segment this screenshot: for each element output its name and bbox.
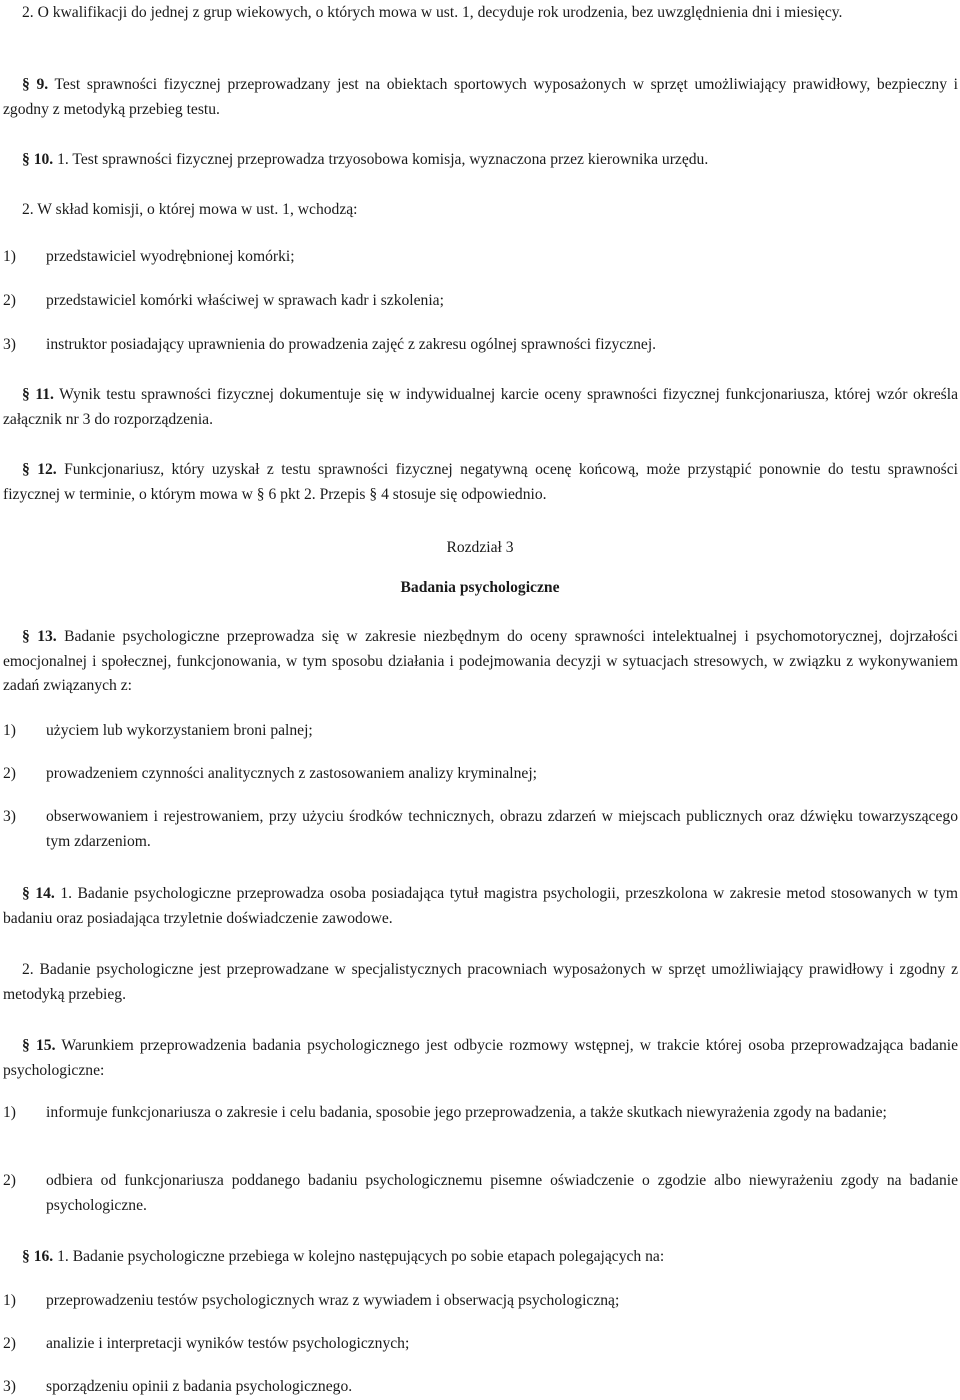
list-item: 2) analizie i interpretacji wyników testów psychologicznych;	[3, 1335, 410, 1352]
list-item: 2) przedstawiciel komórki właściwej w sprawach kadr i szkolenia;	[3, 292, 444, 309]
section-14-ust-2: 2. Badanie psychologiczne jest przeprowadzane w specjalistycznych pracowniach wyposażonych w sprzęt umożliwiający prawidłowy i zgodny z metodyką przebieg.	[3, 961, 958, 1003]
chapter-label: Rozdział 3	[446, 539, 514, 556]
list-item: 1) informuje funkcjonariusza o zakresie i celu badania, sposobie jego przeprowadzenia, a także skutkach niewyrażenia zgody na badanie;	[3, 1104, 887, 1121]
section-sign: §	[22, 1248, 30, 1265]
paragraph-ust-2: 2. O kwalifikacji do jednej z grup wiekowych, o których mowa w ust. 1, decyduje rok urodzenia, bez uwzględnienia dni i miesięcy.	[22, 4, 843, 21]
list-item: 1) użyciem lub wykorzystaniem broni palnej;	[3, 722, 313, 739]
section-9: § 9. Test sprawności fizycznej przeprowadzany jest na obiektach sportowych wyposażonych w sprzęt umożliwiający prawidłowy, bezpieczny i zgodny z metodyką przebieg testu.	[3, 76, 958, 118]
section-sign: §	[22, 151, 30, 168]
section-number: 10.	[33, 151, 54, 168]
section-number: 12.	[37, 461, 57, 478]
section-10-ust-2: 2. W skład komisji, o której mowa w ust. 1, wchodzą:	[22, 201, 358, 218]
list-item: 2) prowadzeniem czynności analitycznych z zastosowaniem analizy kryminalnej;	[3, 765, 538, 782]
list-item: 3) obserwowaniem i rejestrowaniem, przy użyciu środków technicznych, obrazu zdarzeń w miejscach publicznych oraz dźwięku towarzyszącego tym zdarzeniom.	[3, 808, 958, 850]
section-13: § 13. Badanie psychologiczne przeprowadza się w zakresie niezbędnym do oceny sprawności intelektualnej i psychomotorycznej, dojrzałości emocjonalnej i społecznej, funkcjonowania, w tym sposobu działania i podejmowania decyzji w sytuacjach stresowych, w związku z wykonywaniem zadań związanych z:	[3, 628, 958, 694]
section-sign: §	[22, 461, 30, 478]
section-14: § 14. 1. Badanie psychologiczne przeprowadza osoba posiadająca tytuł magistra psychologii, przeszkolona w zakresie metod stosowanych w tym badaniu oraz posiadająca trzyletnie doświadczenie zawodowe.	[3, 885, 958, 927]
section-15: § 15. Warunkiem przeprowadzenia badania psychologicznego jest odbycie rozmowy wstępnej, w trakcie której osoba przeprowadzająca badanie psychologiczne:	[3, 1037, 959, 1079]
section-sign: §	[22, 76, 30, 93]
section-number: 15.	[35, 1037, 56, 1054]
list-item: 1) przeprowadzeniu testów psychologicznych wraz z wywiadem i obserwacją psychologiczną;	[3, 1292, 620, 1309]
section-number: 9.	[36, 76, 49, 93]
section-10: § 10. 1. Test sprawności fizycznej przeprowadza trzyosobowa komisja, wyznaczona przez kierownika urzędu.	[22, 151, 709, 168]
section-number: 11.	[35, 386, 54, 403]
list-item: 2) odbiera od funkcjonariusza poddanego badaniu psychologicznemu pisemne oświadczenie o zgodzie albo niewyrażeniu zgody na badanie psychologiczne.	[3, 1172, 958, 1214]
list-item: 3) sporządzeniu opinii z badania psychologicznego.	[3, 1378, 353, 1395]
section-11: § 11. Wynik testu sprawności fizycznej dokumentuje się w indywidualnej karcie oceny sprawności fizycznej funkcjonariusza, której wzór określa załącznik nr 3 do rozporządzenia.	[3, 386, 958, 428]
section-16: § 16. 1. Badanie psychologiczne przebiega w kolejno następujących po sobie etapach polegających na:	[22, 1248, 665, 1265]
section-number: 14.	[35, 885, 55, 902]
section-sign: §	[22, 386, 30, 403]
section-sign: §	[22, 885, 30, 902]
list-item: 1) przedstawiciel wyodrębnionej komórki;	[3, 248, 295, 265]
section-12: § 12. Funkcjonariusz, który uzyskał z testu sprawności fizycznej negatywną ocenę końcową, może przystąpić ponownie do testu sprawności fizycznej w terminie, o którym mowa w § 6 pkt 2. Przepis § 4 stosuje się odpowiednio.	[3, 461, 958, 503]
chapter-title: Badania psychologiczne	[400, 579, 560, 596]
section-number: 16.	[33, 1248, 54, 1265]
list-item: 3) instruktor posiadający uprawnienia do prowadzenia zajęć z zakresu ogólnej sprawności fizycznej.	[3, 336, 657, 353]
section-number: 13.	[37, 628, 57, 645]
section-sign: §	[22, 1037, 30, 1054]
section-sign: §	[22, 628, 30, 645]
